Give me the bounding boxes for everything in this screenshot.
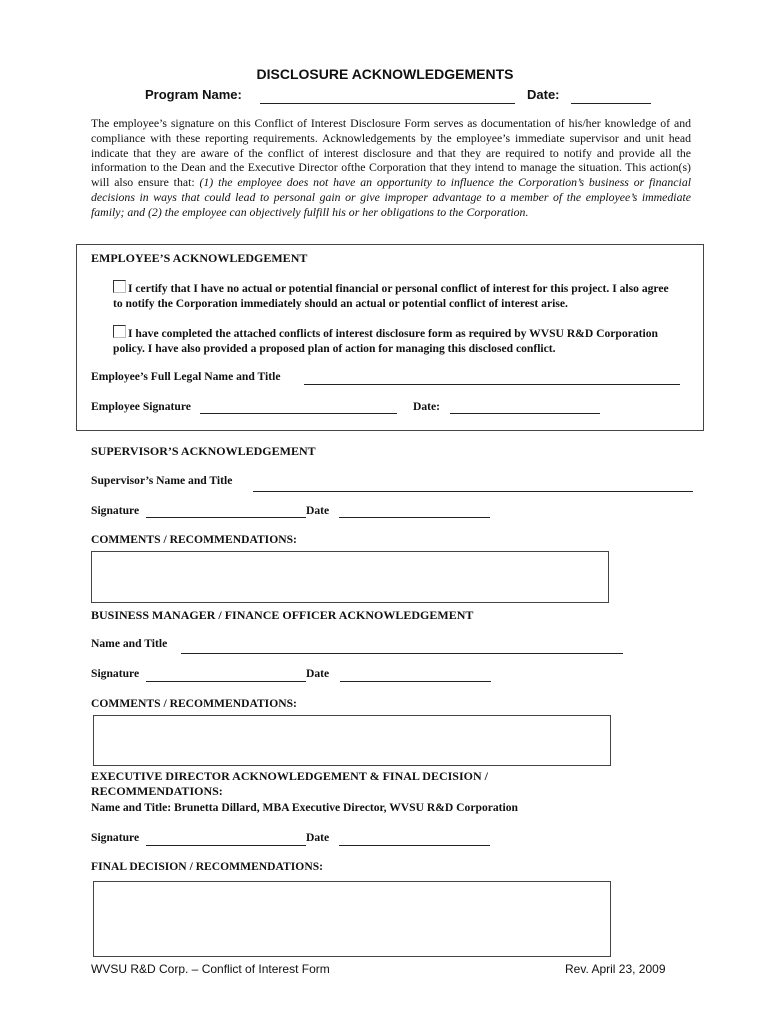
footer-revision: Rev. April 23, 2009 bbox=[565, 962, 666, 976]
program-name-label: Program Name: bbox=[145, 87, 242, 102]
executive-heading: EXECUTIVE DIRECTOR ACKNOWLEDGEMENT & FINAL DECISION / RECOMMENDATIONS: bbox=[91, 769, 488, 798]
supervisor-date-field[interactable] bbox=[339, 517, 490, 518]
certification-1 bbox=[113, 280, 673, 311]
employee-heading: EMPLOYEE’S ACKNOWLEDGEMENT bbox=[91, 251, 308, 265]
employee-signature-label: Employee Signature bbox=[91, 400, 191, 413]
certification-2-text: I have completed the attached conflicts of interest disclosure form as required by WVSU R&D Corporation policy. I have also provided a proposed plan of action for managing this disclosed conflict. bbox=[113, 327, 658, 355]
employee-date-label: Date: bbox=[413, 400, 441, 413]
business-signature-field[interactable] bbox=[146, 681, 306, 682]
certification-1-text: I certify that I have no actual or potential financial or personal conflict of interest for this project. I also agree to notify the Corporation immediately should an actual or potential conflict of interest arise. bbox=[113, 282, 669, 310]
header-date-label: Date: bbox=[527, 87, 560, 102]
supervisor-comments-label: COMMENTS / RECOMMENDATIONS: bbox=[91, 533, 297, 546]
business-signature-label: Signature bbox=[91, 667, 140, 680]
employee-date-field[interactable] bbox=[450, 413, 600, 414]
employee-name-label: Employee’s Full Legal Name and Title bbox=[91, 370, 281, 383]
business-name-field[interactable] bbox=[181, 653, 623, 654]
intro-text: The employee’s signature on this Conflict of Interest Disclosure Form serves as documentation of his/her knowledge of and compliance with these reporting requirements. Acknowledgements by the employee’s immediate supervisor and unit head indicate that they are aware of the conflict of interest disclosure and that they are required to notify and provide all the information to the Dean and the Executive Director ofthe Corporation that they intend to manage the situation. This action(s) will also ensure that: bbox=[91, 116, 691, 190]
executive-name-line: Name and Title: Brunetta Dillard, MBA Executive Director, WVSU R&D Corporation bbox=[91, 801, 519, 814]
supervisor-heading: SUPERVISOR’S ACKNOWLEDGEMENT bbox=[91, 444, 316, 458]
form-title: DISCLOSURE ACKNOWLEDGEMENTS bbox=[256, 66, 514, 82]
executive-date-field[interactable] bbox=[339, 845, 490, 846]
intro-paragraph bbox=[91, 116, 691, 220]
business-comments-label: COMMENTS / RECOMMENDATIONS: bbox=[91, 697, 297, 710]
supervisor-name-label: Supervisor’s Name and Title bbox=[91, 474, 233, 487]
supervisor-date-label: Date bbox=[306, 504, 330, 517]
employee-name-field[interactable] bbox=[304, 384, 680, 385]
certification-2 bbox=[113, 325, 683, 356]
business-date-field[interactable] bbox=[340, 681, 491, 682]
business-date-label: Date bbox=[306, 667, 330, 680]
intro-italic-text: (1) the employee does not have an opportunity to influence the Corporation’s business or financial decisions in ways that could lead to personal gain or give improper advantage to a member of the employee’s immediate family; and (2) the employee can objectively fulfill his or her obligations to the Corporation. bbox=[91, 175, 691, 219]
executive-signature-label: Signature bbox=[91, 831, 140, 844]
header-date-field[interactable] bbox=[571, 103, 651, 104]
business-comments-box[interactable] bbox=[93, 715, 611, 766]
executive-signature-field[interactable] bbox=[146, 845, 306, 846]
employee-signature-field[interactable] bbox=[200, 413, 397, 414]
supervisor-signature-label: Signature bbox=[91, 504, 140, 517]
certification-1-checkbox[interactable] bbox=[113, 280, 126, 293]
final-decision-box[interactable] bbox=[93, 881, 611, 957]
supervisor-comments-box[interactable] bbox=[91, 551, 609, 603]
certification-2-checkbox[interactable] bbox=[113, 325, 126, 338]
business-manager-heading: BUSINESS MANAGER / FINANCE OFFICER ACKNOWLEDGEMENT bbox=[91, 608, 474, 622]
final-decision-label: FINAL DECISION / RECOMMENDATIONS: bbox=[91, 860, 324, 873]
footer-form-name: WVSU R&D Corp. – Conflict of Interest Form bbox=[91, 962, 330, 976]
supervisor-signature-field[interactable] bbox=[146, 517, 306, 518]
program-name-field[interactable] bbox=[260, 103, 515, 104]
executive-date-label: Date bbox=[306, 831, 330, 844]
supervisor-name-field[interactable] bbox=[253, 491, 693, 492]
business-name-label: Name and Title bbox=[91, 637, 168, 650]
